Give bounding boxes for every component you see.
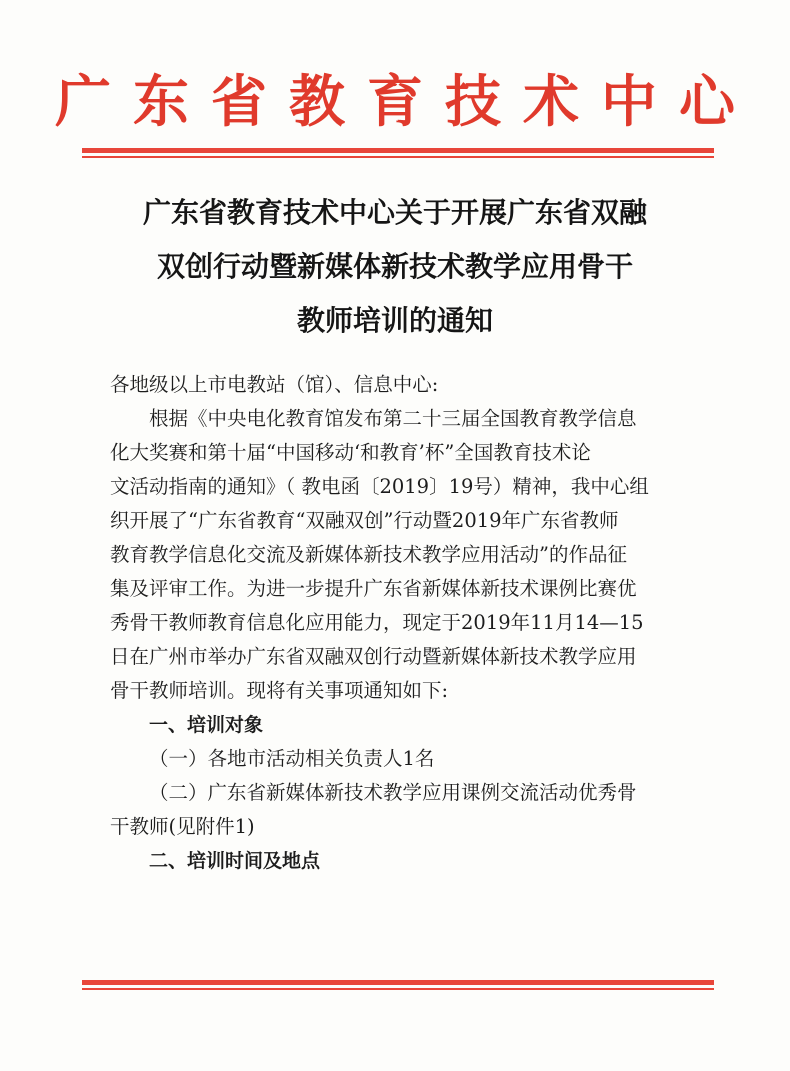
rule-thin-line	[82, 988, 714, 990]
rule-thick-line	[82, 148, 714, 153]
list-item-2-line-2: 干教师(见附件1)	[110, 815, 255, 838]
document-title	[100, 186, 690, 348]
paragraph-line-1: 根据《中央电化教育馆发布第二十三届全国教育教学信息	[149, 407, 637, 430]
paragraph-line-3: 文活动指南的通知》（ 教电函〔2019〕19号）精神，我中心组	[110, 475, 649, 498]
section-heading-1: 一、培训对象	[149, 714, 264, 736]
paragraph-line-8: 日在广州市举办广东省双融双创行动暨新媒体新技术教学应用	[110, 645, 637, 668]
section-heading-2: 二、培训时间及地点	[149, 850, 321, 872]
rule-thick-line	[82, 980, 714, 985]
document-body	[110, 368, 700, 878]
paragraph-line-4: 织开展了“广东省教育“双融双创”行动暨2019年广东省教师	[110, 509, 619, 532]
title-line-3: 教师培训的通知	[296, 304, 493, 337]
letterhead-red-rule	[82, 148, 714, 158]
list-item-2-line-1: （二）广东省新媒体新技术教学应用课例交流活动优秀骨	[149, 781, 637, 804]
salutation: 各地级以上市电教站（馆）、信息中心:	[110, 373, 439, 396]
title-line-1: 广东省教育技术中心关于开展广东省双融	[142, 196, 647, 229]
rule-thin-line	[82, 156, 714, 158]
footer-red-rule	[82, 980, 714, 990]
paragraph-line-5: 教育教学信息化交流及新媒体新技术教学应用活动”的作品征	[110, 543, 627, 566]
paragraph-line-9: 骨干教师培训。现将有关事项通知如下:	[110, 679, 449, 702]
paragraph-line-2: 化大奖赛和第十届“中国移动‘和教育’杯”全国教育技术论	[110, 441, 591, 464]
paragraph-line-7: 秀骨干教师教育信息化应用能力，现定于2019年11月14—15	[110, 611, 644, 634]
title-line-2: 双创行动暨新媒体新技术教学应用骨干	[156, 250, 633, 283]
list-item-1: （一）各地市活动相关负责人1名	[149, 747, 435, 770]
paragraph-line-6: 集及评审工作。为进一步提升广东省新媒体新技术课例比赛优	[110, 577, 637, 600]
letterhead-org-name: 广东省教育技术中心	[55, 69, 757, 135]
